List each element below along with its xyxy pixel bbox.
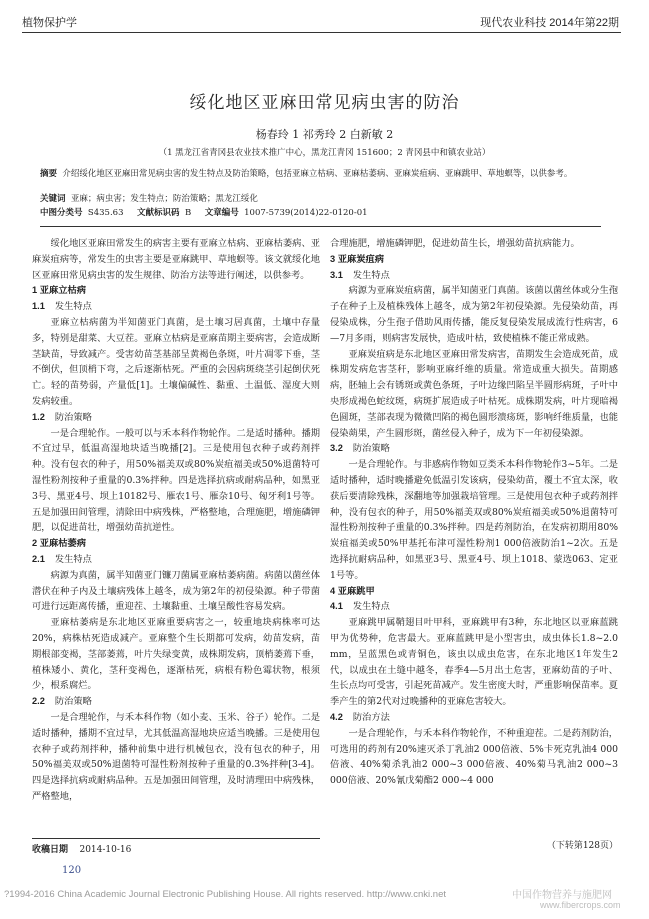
- subsection-heading: [32, 552, 320, 568]
- subsection-title: 防治方法: [352, 711, 390, 723]
- right-column: [330, 236, 618, 789]
- article-no-label: 文章编号: [204, 207, 239, 217]
- doc-code-value: B: [184, 208, 192, 218]
- body-paragraph: 一是合理轮作，与禾本科作物（如小麦、玉米、谷子）轮作。二是适时播种，播期不宜过早，尤其低温高湿地块应适当晚播。三是使用包衣种子或药剂拌种，播种前集中进行机械包衣，没有包衣的种子，用50%福美双或50%退菌特可湿性粉剂按种子重量的0.3%拌种[3-4]。四是选择抗病或耐病品种。五是加强田间管理，及时清理田中病残株，严格整地，: [32, 711, 320, 802]
- abstract: [40, 168, 600, 180]
- body-paragraph: 绥化地区亚麻田常发生的病害主要有亚麻立枯病、亚麻枯萎病、亚麻炭疽病等，常发生的虫害主要是亚麻跳甲、草地螟等。该文就绥化地区亚麻田常见病虫害的发生规律、防治方法等进行阐述，以供参考。: [32, 238, 320, 281]
- body-paragraph: 病源为亚麻炭疽病菌，属半知菌亚门真菌。该菌以菌丝体或分生孢子在种子上及植株残体上越冬，成为第2年初侵染源。先侵染幼苗，再侵染成株，分生孢子借助风雨传播，能反复侵染发展成流行性病害，6—7月多雨，则病害发展快，造成叶枯，致使植株不能正常成熟。: [330, 285, 618, 344]
- body-paragraph: 亚麻跳甲属鞘翅目叶甲科，亚麻跳甲有3种，东北地区以亚麻蓝跳甲为优势种，危害最大。亚麻蓝跳甲是小型害虫，成虫体长1.8~2.0 mm，呈蓝黑色或青铜色，该虫以成虫危害，在东北地区1年发生2代，以成虫在土缝中越冬，春季4—5月出土危害，亚麻幼苗的子叶、生长点均可受害，引起死苗减产。发生密度大时，严重影响保苗率。夏季产生的第2代对过晚播种的亚麻危害较大。: [330, 617, 618, 708]
- subsection-heading: [32, 694, 320, 710]
- watermark-url: www.fibercrops.com: [540, 900, 621, 910]
- section-heading: 2 亚麻枯萎病: [32, 538, 86, 549]
- subsection-heading: [330, 710, 618, 726]
- body-paragraph: 亚麻枯萎病是东北地区亚麻重要病害之一，较重地块病株率可达20%，病株枯死造成减产。亚麻整个生长期都可发病，幼苗发病，苗期根部变褐，茎部萎蔫，叶片失绿变黄，成株期发病，顶梢萎蔫下垂，植株矮小、黄化，茎秆变褐色，逐渐枯死，病根有粉色霉状物，根须少，根系腐烂。: [32, 617, 320, 692]
- abstract-rule: [40, 226, 601, 227]
- subsection-title: 发生特点: [54, 553, 92, 565]
- keywords: [40, 193, 600, 205]
- continued-note: （下转第128页）: [546, 841, 618, 851]
- abstract-text: 介绍绥化地区亚麻田常见病虫害的发生特点及防治策略，包括亚麻立枯病、亚麻枯萎病、亚麻炭疽病、亚麻跳甲、草地螟等，以供参考。: [62, 169, 573, 179]
- clc-value: S435.63: [87, 208, 124, 218]
- subsection-title: 发生特点: [352, 269, 390, 281]
- keywords-text: 亚麻；病虫害；发生特点；防治策略；黑龙江绥化: [70, 194, 258, 204]
- copyright-footer: ?1994-2016 China Academic Journal Electronic Publishing House. All rights reserved. http://www.cnki.net: [4, 889, 446, 900]
- subsection-number: 1.2: [32, 411, 45, 422]
- affiliation: （1 黑龙江省青冈县农业技术推广中心，黑龙江青冈 151600；2 青冈县中和镇农业站）: [158, 148, 491, 158]
- body-paragraph: 合理施肥，增施磷钾肥，促进幼苗生长，增强幼苗抗病能力。: [330, 238, 580, 249]
- article-title: 绥化地区亚麻田常见病虫害的防治: [189, 93, 460, 112]
- subsection-heading: [330, 599, 618, 615]
- keywords-label: 关键词: [40, 193, 66, 203]
- running-header-right: 现代农业科技 2014年第22期: [480, 17, 619, 29]
- body-paragraph: 亚麻炭疽病是东北地区亚麻田常发病害，苗期发生会造成死苗，成株期发病危害茎秆，影响亚麻纤维的质量。常造成重大损失。苗期感病，胚轴上会有锈斑或黄色条斑，子叶边缘凹陷呈半圆形病斑，子叶中央形成褐色蛇纹斑，病斑扩展造成子叶枯死。成株期发病，叶片现暗褐色圆斑，茎部表现为微微凹陷的褐色圆形溃疡斑，影响纤维质量，也能侵染蒴果，产生圆形斑，菌丝侵入种子，成为下一年初侵染源。: [330, 348, 618, 439]
- clc-label: 中图分类号: [40, 207, 83, 217]
- subsection-title: 防治策略: [54, 411, 92, 423]
- subsection-title: 发生特点: [352, 601, 390, 613]
- section-heading: 3 亚麻炭疽病: [330, 253, 384, 264]
- watermark-text: 中国作物营养与施肥网: [512, 890, 612, 901]
- body-paragraph: 一是合理轮作。与非感病作物如豆类禾本科作物轮作3~5年。二是适时播种，适时晚播避免低温引发该病，侵染幼苗，覆土不宜太深，收获后要清除残株，深翻地等加强栽培管理。三是使用包衣种子或药剂拌种，没有包衣的种子，用50%福美双或80%炭疽福美或50%退菌特可湿性粉剂按种子重量的0.3%拌种。四是药剂防治，在发病初期用80%炭疽福美或50%甲基托布津可湿性粉剂1 000倍液防治1~2次。五是选择抗耐病品种，如黑亚3号、黑亚4号、坝上1018、蒙选063、定亚1号等。: [330, 459, 618, 581]
- received-label: 收稿日期: [32, 844, 69, 854]
- received-date: [32, 838, 320, 855]
- subsection-number: 2.1: [32, 553, 45, 564]
- body-paragraph: 一是合理轮作。一般可以与禾本科作物轮作。二是适时播种。播期不宜过早，低温高湿地块适当晚播[2]。三是使用包衣种子或药剂拌种。没有包衣的种子，用50%福美双或80%炭疽福美或50%退菌特可湿性粉剂按种子重量的0.3%拌种。四是选择抗病或耐病品种，如黑亚3号、黑亚4号、坝上10182号、雁农1号、雁杂10号、匈牙利1号等。五是加强田间管理，清除田中病残株，严格整地，合理施肥，增施磷钾肥，以促进苗壮，增强幼苗抗逆性。: [32, 427, 320, 534]
- header-rule: [22, 32, 621, 33]
- left-column: [32, 236, 320, 805]
- section-heading: 1 亚麻立枯病: [32, 285, 86, 296]
- subsection-number: 3.1: [330, 269, 343, 280]
- subsection-number: 3.2: [330, 443, 343, 454]
- article-no-value: 1007-5739(2014)22-0120-01: [244, 208, 368, 218]
- received-value: 2014-10-16: [79, 845, 132, 855]
- subsection-heading: [330, 441, 618, 457]
- subsection-heading: [32, 299, 320, 315]
- subsection-number: 4.1: [330, 601, 343, 612]
- page-number: 120: [62, 865, 82, 876]
- classification-row: [40, 207, 600, 219]
- subsection-number: 1.1: [32, 301, 45, 312]
- doc-code-label: 文献标识码: [137, 207, 180, 217]
- authors: 杨春玲 1 祁秀玲 2 白新敏 2: [255, 128, 394, 141]
- subsection-title: 防治策略: [54, 696, 92, 708]
- subsection-title: 发生特点: [54, 301, 92, 313]
- running-header-left: 植物保护学: [22, 17, 77, 29]
- subsection-heading: [32, 410, 320, 426]
- body-paragraph: 一是合理轮作，与禾本科作物轮作，不种重迎茬。二是药剂防治，可选用的药剂有20%速灭杀丁乳油2 000倍液、5%卡死克乳油4 000倍液、40%菊杀乳油2 000~3 000倍液、40%菊马乳油2 000~3 000倍液、20%氰戊菊酯2 000~4 000: [330, 727, 618, 787]
- section-heading: 4 亚麻跳甲: [330, 585, 375, 596]
- subsection-heading: [330, 268, 618, 284]
- subsection-number: 2.2: [32, 696, 45, 707]
- body-paragraph: 亚麻立枯病菌为半知菌亚门真菌，是土壤习居真菌，土壤中存量多，特别是甜菜、大豆茬。亚麻立枯病是亚麻苗期主要病害，会造成断茎缺苗，导致减产。受害幼苗茎基部呈黄褐色条斑，叶片凋零下垂，茎不倒伏，但顶梢下弯，之后逐渐枯死。严重的会因病斑绕茎引起倒伏死亡。轻的苗势弱，产量低[1]。土壤偏碱性、黏重、土温低、湿度大则发病较重。: [32, 316, 320, 407]
- body-paragraph: 病源为真菌，属半知菌亚门镰刀菌属亚麻枯萎病菌。病菌以菌丝体潜伏在种子内及土壤病残体上越冬，成为第2年的初侵染源。种子带菌可进行远距离传播，重迎茬、土壤黏重、土壤呈酸性容易发病。: [32, 569, 320, 613]
- subsection-title: 防治策略: [352, 443, 390, 455]
- abstract-label: 摘要: [40, 168, 58, 178]
- subsection-number: 4.2: [330, 711, 343, 722]
